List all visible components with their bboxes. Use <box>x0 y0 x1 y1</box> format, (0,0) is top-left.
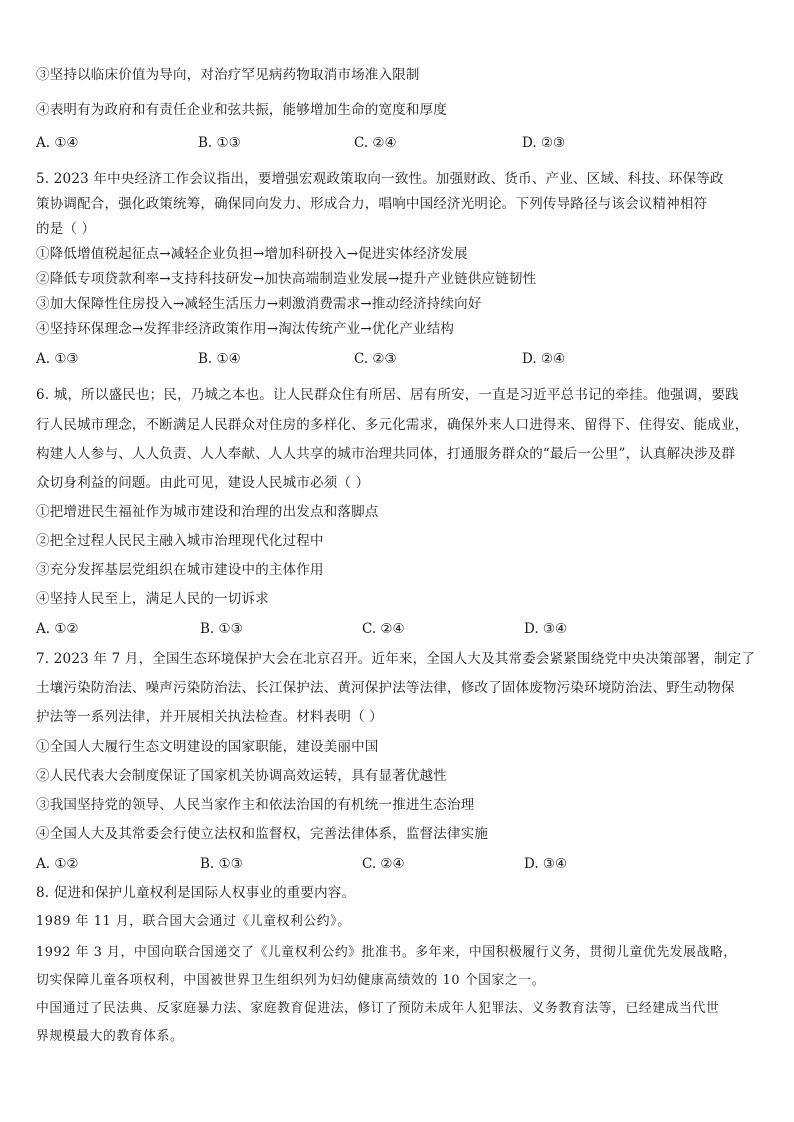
q5-stem-line-2: 策协调配合，强化政策统筹，确保同向发力、形成合力，唱响中国经济光明论。下列传导路径与该会议精神相符 <box>36 196 708 212</box>
q6-stem-line-1: 6. 城，所以盛民也；民，乃城之本也。让人民群众住有所居、居有所安，一直是习近平总书记的牵挂。他强调，要践 <box>36 387 739 403</box>
q6-stem-line-4: 众切身利益的问题。由此可见，建设人民城市必须（ ） <box>36 475 370 491</box>
q7-item-4: ④全国人大及其常委会行使立法权和监督权，完善法律体系，监督法律实施 <box>36 826 489 842</box>
q6-option-d: D. ③④ <box>524 621 568 637</box>
q6-option-b: B. ①③ <box>200 621 243 637</box>
q5-options <box>36 350 756 368</box>
q4-option-b: B. ①③ <box>198 135 241 151</box>
q6-option-a: A. ①② <box>36 621 79 637</box>
q7-option-c: C. ②④ <box>362 856 405 872</box>
q5-item-3: ③加大保障性住房投入→减轻生活压力→刺激消费需求→推动经济持续向好 <box>36 296 482 312</box>
q7-item-2: ②人民代表大会制度保证了国家机关协调高效运转，具有显著优越性 <box>36 768 447 784</box>
q7-option-b: B. ①③ <box>200 856 243 872</box>
q6-stem-line-2: 行人民城市理念，不断满足人民群众对住房的多样化、多元化需求，确保外来人口进得来、留得下、住得安、能成业， <box>36 417 749 433</box>
q7-stem-line-1: 7. 2023 年 7 月，全国生态环境保护大会在北京召开。近年来，全国人大及其常委会紧紧围绕党中央决策部署，制定了 <box>36 651 756 667</box>
q4-item-4: ④表明有为政府和有责任企业和弦共振，能够增加生命的宽度和厚度 <box>36 102 447 118</box>
q5-stem-line-3: 的是（ ） <box>36 221 96 237</box>
q5-item-2: ②降低专项贷款利率→支持科技研发→加快高端制造业发展→提升产业链供应链韧性 <box>36 271 537 287</box>
q4-option-a: A. ①④ <box>36 135 79 151</box>
q7-item-3: ③我国坚持党的领导、人民当家作主和依法治国的有机统一推进生态治理 <box>36 797 475 813</box>
q4-option-c: C. ②④ <box>354 135 397 151</box>
q5-option-d: D. ②④ <box>522 351 566 367</box>
q4-options <box>36 134 756 152</box>
q5-option-c: C. ②③ <box>354 351 397 367</box>
q5-option-a: A. ①③ <box>36 351 79 367</box>
q6-item-1: ①把增进民生福祉作为城市建设和治理的出发点和落脚点 <box>36 504 379 520</box>
q8-material-line-4: 中国通过了民法典、反家庭暴力法、家庭教育促进法，修订了预防未成年人犯罪法、义务教育法等，已经建成当代世 <box>36 1001 720 1016</box>
q7-stem-line-2: 土壤污染防治法、噪声污染防治法、长江保护法、黄河保护法等法律，修改了固体废物污染环境防治法、野生动物保 <box>36 680 735 696</box>
q8-material-line-2: 1992 年 3 月，中国向联合国递交了《儿童权利公约》批准书。多年来，中国积极履行义务，贯彻儿童优先发展战略， <box>36 945 737 960</box>
q6-option-c: C. ②④ <box>362 621 405 637</box>
q5-item-1: ①降低增值税起征点→减轻企业负担→增加科研投入→促进实体经济发展 <box>36 246 468 262</box>
q8-material-line-3: 切实保障儿童各项权利，中国被世界卫生组织列为妇幼健康高绩效的 10 个国家之一。 <box>36 973 546 988</box>
q5-stem-line-1: 5. 2023 年中央经济工作会议指出，要增强宏观政策取向一致性。加强财政、货币、产业、区域、科技、环保等政 <box>36 171 724 187</box>
q7-option-d: D. ③④ <box>524 856 568 872</box>
q7-option-a: A. ①② <box>36 856 79 872</box>
q4-item-3: ③坚持以临床价值为导向，对治疗罕见病药物取消市场准入限制 <box>36 67 420 83</box>
q6-item-2: ②把全过程人民民主融入城市治理现代化过程中 <box>36 533 324 549</box>
q8-material-line-5: 界规模最大的教育体系。 <box>36 1029 184 1044</box>
q8-material-line-1: 1989 年 11 月，联合国大会通过《儿童权利公约》。 <box>36 914 351 929</box>
q8-stem: 8. 促进和保护儿童权利是国际人权事业的重要内容。 <box>36 885 356 901</box>
q5-option-b: B. ①④ <box>198 351 241 367</box>
q6-options <box>36 620 756 638</box>
q6-stem-line-3: 构建人人参与、人人负责、人人奉献、人人共享的城市治理共同体，打通服务群众的“最后一公里”，认真解决涉及群 <box>36 446 736 462</box>
q6-item-4: ④坚持人民至上，满足人民的一切诉求 <box>36 591 269 607</box>
q7-stem-line-3: 护法等一系列法律，并开展相关执法检查。材料表明（ ） <box>36 709 383 725</box>
q4-option-d: D. ②③ <box>522 135 566 151</box>
q6-item-3: ③充分发挥基层党组织在城市建设中的主体作用 <box>36 562 324 578</box>
q7-options <box>36 855 756 873</box>
q7-item-1: ①全国人大履行生态文明建设的国家职能，建设美丽中国 <box>36 739 379 755</box>
q5-item-4: ④坚持环保理念→发挥非经济政策作用→淘汰传统产业→优化产业结构 <box>36 321 455 337</box>
